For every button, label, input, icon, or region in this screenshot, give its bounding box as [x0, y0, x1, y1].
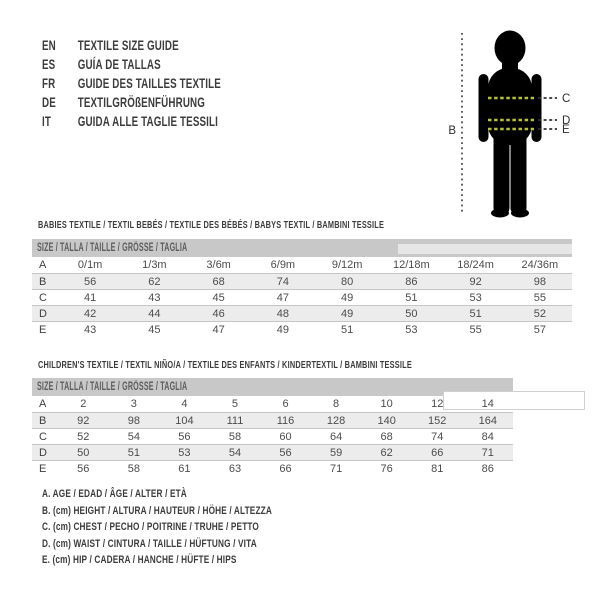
row-label: D [39, 307, 47, 320]
children-table-header-bar [32, 378, 513, 396]
children-table-rows [32, 396, 513, 476]
row-label: C [39, 291, 47, 304]
size-value-cell: 12 [431, 398, 444, 410]
size-value-cell: 63 [228, 462, 242, 475]
legend-line: B. (cm) HEIGHT / ALTURA / HAUTEUR / HÖHE / ALTEZZA [42, 504, 272, 517]
size-header-label: SIZE / TALLA / TAILLE / GRÖSSE / TAGLIA [36, 381, 188, 393]
legend-line: A. AGE / EDAD / ÂGE / ALTER / ETÀ [42, 488, 187, 500]
size-value-cell: 45 [148, 323, 161, 336]
row-label: E [39, 462, 47, 475]
size-value-cell: 41 [84, 291, 97, 304]
size-value-cell: 49 [341, 291, 354, 304]
size-value-cell: 12/18m [393, 259, 430, 271]
language-title: GUIDA ALLE TAGLIE TESSILI [77, 113, 219, 129]
size-table-row-E [32, 321, 572, 337]
size-value-cell: 4 [181, 398, 188, 410]
row-label: C [39, 430, 47, 443]
size-value-cell: 0/1m [77, 259, 103, 271]
chest-label: C [562, 93, 571, 105]
size-value-cell: 47 [276, 291, 289, 304]
size-value-cell: 43 [148, 291, 161, 304]
size-value-cell: 57 [533, 323, 546, 336]
size-value-cell: 55 [533, 291, 546, 304]
babies-table-rows [32, 257, 572, 337]
size-header-label: SIZE / TALLA / TAILLE / GRÖSSE / TAGLIA [36, 242, 188, 254]
size-value-cell: 92 [77, 414, 90, 427]
size-value-cell: 76 [380, 462, 393, 475]
size-value-cell: 5 [231, 398, 239, 410]
size-value-cell: 116 [276, 414, 295, 427]
row-label: A [39, 259, 47, 271]
size-value-cell: 66 [431, 446, 444, 459]
size-value-cell: 49 [341, 307, 354, 320]
row-label: A [39, 398, 47, 410]
language-row-de [42, 93, 221, 112]
size-value-cell: 3 [130, 398, 137, 410]
size-value-cell: 50 [405, 307, 418, 320]
size-value-cell: 54 [127, 430, 140, 443]
size-value-cell: 24/36m [521, 259, 559, 271]
size-value-cell: 59 [329, 446, 343, 459]
size-value-cell: 43 [84, 323, 97, 336]
size-table-row-A [32, 396, 513, 412]
language-code: FR [42, 75, 56, 91]
babies-size-table [32, 239, 572, 337]
size-value-cell: 62 [148, 275, 161, 288]
size-value-cell: 71 [481, 446, 494, 459]
size-value-cell: 140 [377, 414, 396, 427]
hip-label: E [562, 124, 570, 136]
child-silhouette-diagram [430, 8, 600, 233]
language-row-fr [42, 74, 221, 93]
size-value-cell: 81 [431, 462, 444, 475]
size-value-cell: 104 [175, 414, 194, 427]
language-code: ES [42, 56, 56, 72]
row-label: D [39, 446, 47, 459]
size-value-cell: 74 [276, 275, 289, 288]
size-value-cell: 64 [329, 430, 343, 443]
size-value-cell: 98 [533, 275, 546, 288]
size-value-cell: 86 [481, 462, 494, 475]
size-value-cell: 52 [533, 307, 546, 320]
size-value-cell: 80 [341, 275, 354, 288]
size-value-cell: 52 [77, 430, 90, 443]
size-value-cell: 56 [77, 462, 90, 475]
size-value-cell: 55 [469, 323, 482, 336]
size-value-cell: 51 [469, 307, 482, 320]
size-value-cell: 152 [428, 414, 447, 427]
size-value-cell: 45 [212, 291, 225, 304]
size-value-cell: 1/3m [142, 259, 167, 271]
size-value-cell: 6/9m [270, 259, 296, 271]
size-value-cell: 50 [77, 446, 90, 459]
size-value-cell: 44 [148, 307, 161, 320]
size-value-cell: 68 [380, 430, 393, 443]
size-value-cell: 8 [333, 398, 340, 410]
size-value-cell: 53 [178, 446, 191, 459]
language-code: DE [42, 94, 56, 110]
child-silhouette-icon [479, 31, 542, 218]
legend-line: E. (cm) HIP / CADERA / HANCHE / HÜFTE / HIPS [42, 554, 237, 566]
language-title-list [42, 36, 221, 131]
size-value-cell: 51 [405, 291, 418, 304]
size-value-cell: 68 [212, 275, 225, 288]
size-value-cell: 58 [127, 462, 140, 475]
language-title: TEXTILE SIZE GUIDE [77, 37, 179, 53]
size-value-cell: 6 [282, 398, 289, 410]
measurement-figure [430, 8, 600, 233]
language-title: GUIDE DES TAILLES TEXTILE [77, 75, 221, 91]
size-value-cell: 9/12m [331, 259, 363, 271]
size-value-cell: 56 [178, 430, 191, 443]
size-value-cell: 14 [481, 398, 494, 410]
children-table-title: CHILDREN'S TEXTILE / TEXTIL NIÑO/A / TEXTILE DES ENFANTS / KINDERTEXTIL / BAMBINI TESSILE [38, 359, 412, 371]
size-value-cell: 2 [80, 398, 87, 410]
size-value-cell: 42 [84, 307, 97, 320]
language-row-en [42, 36, 221, 55]
size-table-row-E [32, 460, 513, 476]
size-table-row-B [32, 273, 572, 289]
row-label: B [39, 414, 47, 427]
size-value-cell: 164 [478, 414, 497, 427]
size-value-cell: 74 [431, 430, 444, 443]
language-code: EN [42, 37, 56, 53]
size-value-cell: 66 [279, 462, 292, 475]
size-value-cell: 56 [84, 275, 97, 288]
size-value-cell: 49 [276, 323, 289, 336]
size-table-row-D [32, 444, 513, 460]
size-value-cell: 10 [380, 398, 393, 410]
babies-table-title: BABIES TEXTILE / TEXTIL BEBÉS / TEXTILE DES BÉBÉS / BABYS TEXTIL / BAMBINI TESSILE [38, 219, 385, 231]
size-value-cell: 58 [228, 430, 242, 443]
row-label: E [39, 323, 47, 336]
size-value-cell: 54 [228, 446, 242, 459]
size-value-cell: 46 [212, 307, 225, 320]
row-label: B [39, 275, 47, 288]
size-table-row-C [32, 289, 572, 305]
measurement-legend [42, 486, 272, 569]
size-value-cell: 84 [481, 430, 494, 443]
language-code: IT [42, 113, 51, 129]
height-label: B [448, 125, 456, 137]
size-value-cell: 71 [329, 462, 343, 475]
size-value-cell: 51 [127, 446, 140, 459]
language-row-it [42, 112, 221, 131]
children-size-table [32, 378, 513, 476]
size-value-cell: 51 [341, 323, 354, 336]
size-value-cell: 111 [226, 414, 244, 427]
size-value-cell: 128 [326, 414, 346, 427]
language-title: TEXTILGRÖßENFÜHRUNG [77, 94, 206, 110]
size-value-cell: 53 [405, 323, 418, 336]
size-value-cell: 56 [279, 446, 292, 459]
header-highlight-artifact [398, 244, 590, 254]
size-value-cell: 47 [212, 323, 225, 336]
size-table-row-B [32, 412, 513, 428]
size-value-cell: 62 [380, 446, 393, 459]
size-value-cell: 48 [276, 307, 289, 320]
size-table-row-C [32, 428, 513, 444]
waist-label: D [562, 115, 571, 127]
size-value-cell: 53 [469, 291, 482, 304]
size-value-cell: 98 [127, 414, 140, 427]
size-value-cell: 60 [279, 430, 292, 443]
size-value-cell: 18/24m [457, 259, 494, 271]
language-title: GUÍA DE TALLAS [77, 56, 161, 72]
legend-line: C. (cm) CHEST / PECHO / POITRINE / TRUHE / PETTO [42, 521, 259, 533]
size-value-cell: 92 [469, 275, 482, 288]
language-row-es [42, 55, 221, 74]
size-table-row-D [32, 305, 572, 321]
legend-line: D. (cm) WAIST / CINTURA / TAILLE / HÜFTUNG / VITA [42, 537, 257, 550]
size-table-row-A [32, 257, 572, 273]
size-value-cell: 61 [178, 462, 191, 475]
size-value-cell: 86 [405, 275, 418, 288]
size-value-cell: 3/6m [206, 259, 231, 271]
